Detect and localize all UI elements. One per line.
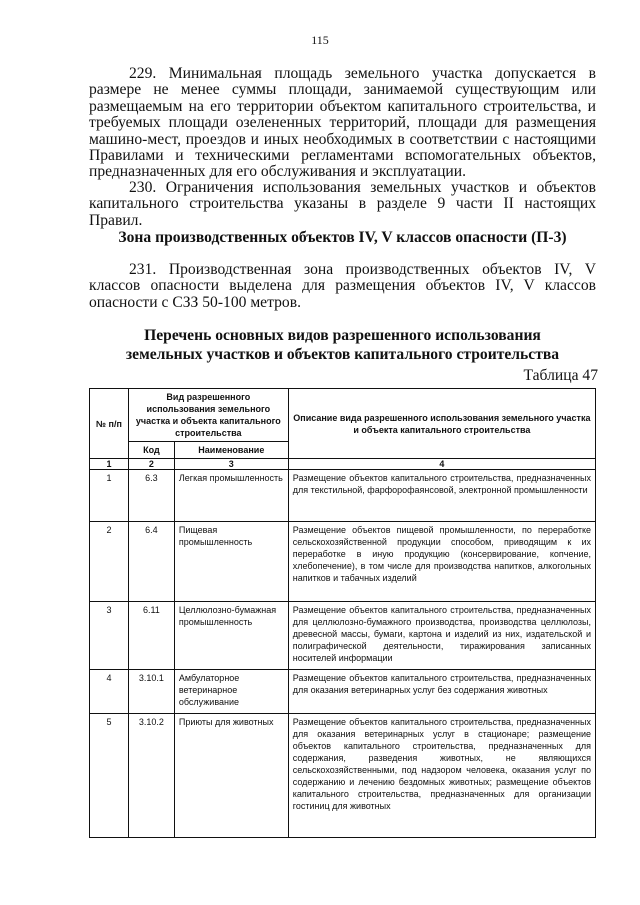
header-name: Наименование: [174, 442, 288, 459]
row-num: 1: [90, 470, 129, 522]
table-row: [90, 522, 596, 602]
column-index: 1: [90, 459, 129, 470]
table-caption: Таблица 47: [523, 367, 598, 384]
row-desc: Размещение объектов пищевой промышленности, по переработке сельскохозяйственной продукции способом, приводящим к их переработке в иную продукцию (консервирование, копчение, хлебопечение), в том числе для производства напитков, алкогольных напитков и табачных изделий: [288, 522, 595, 602]
page-number: 115: [311, 33, 329, 47]
column-index: 2: [128, 459, 174, 470]
row-num: 5: [90, 714, 129, 838]
row-desc: Размещение объектов капитального строительства, предназначенных для целлюлозно-бумажного производства, производства целлюлозы, древесной массы, бумаги, картона и изделий из них, издательской и полиграфической деятельности, тиражирования записанных носителей информации: [288, 602, 595, 670]
table-row: [90, 714, 596, 838]
row-code: 3.10.1: [128, 670, 174, 714]
zone-heading: Зона производственных объектов IV, V классов опасности (П-3): [118, 229, 567, 246]
table-row: [90, 670, 596, 714]
list-heading-line1: Перечень основных видов разрешенного использования: [144, 327, 541, 344]
row-code: 6.4: [128, 522, 174, 602]
header-code: Код: [128, 442, 174, 459]
row-code: 3.10.2: [128, 714, 174, 838]
row-name: Целлюлозно-бумажная промышленность: [174, 602, 288, 670]
column-index: 4: [288, 459, 595, 470]
list-heading: [89, 327, 596, 364]
column-index: 3: [174, 459, 288, 470]
row-desc: Размещение объектов капитального строительства, предназначенных для текстильной, фарфорофаянсовой, электронной промышленности: [288, 470, 595, 522]
paragraph-231: 231. Производственная зона производственных объектов IV, V классов опасности выделена для размещения объектов IV, V классов опасности с СЗЗ 50-100 метров.: [89, 261, 596, 311]
row-num: 3: [90, 602, 129, 670]
row-desc: Размещение объектов капитального строительства, предназначенных для оказания ветеринарных услуг без содержания животных: [288, 670, 595, 714]
permitted-use-table: [89, 388, 596, 838]
column-index-row: [90, 459, 596, 470]
row-code: 6.11: [128, 602, 174, 670]
header-num: № п/п: [90, 389, 129, 459]
paragraph-229: 229. Минимальная площадь земельного участка допускается в размере не менее суммы площади, занимаемой существующим или размещаемым на его территории объектом капитального строительства, и требуемых площади озелененных территорий, площади для размещения машино-мест, проездов и иных необходимых в соответствии с настоящими Правилами и техническими регламентами вспомогательных объектов, предназначенных для его обслуживания и эксплуатации.: [89, 65, 596, 181]
row-desc: Размещение объектов капитального строительства, предназначенных для оказания ветеринарных услуг в стационаре; размещение объектов капитального строительства, предназначенных для содержания, разведения животных, не являющихся сельскохозяйственными, под надзором человека, оказания услуг по содержанию и лечению бездомных животных; размещение объектов капитального строительства, предназначенных для организации гостиниц для животных: [288, 714, 595, 838]
list-heading-line2: земельных участков и объектов капитального строительства: [125, 345, 560, 363]
row-name: Легкая промышленность: [174, 470, 288, 522]
paragraph-230: 230. Ограничения использования земельных участков и объектов капитального строительства указаны в разделе 9 части II настоящих Правил.: [89, 179, 596, 229]
row-name: Амбулаторное ветеринарное обслуживание: [174, 670, 288, 714]
header-kind: Вид разрешенного использования земельного участка и объекта капитального строительства: [128, 389, 288, 442]
row-code: 6.3: [128, 470, 174, 522]
row-name: Пищевая промышленность: [174, 522, 288, 602]
table-row: [90, 602, 596, 670]
row-num: 4: [90, 670, 129, 714]
header-desc: Описание вида разрешенного использования земельного участка и объекта капитального строительства: [288, 389, 595, 459]
row-name: Приюты для животных: [174, 714, 288, 838]
row-num: 2: [90, 522, 129, 602]
table-row: [90, 470, 596, 522]
